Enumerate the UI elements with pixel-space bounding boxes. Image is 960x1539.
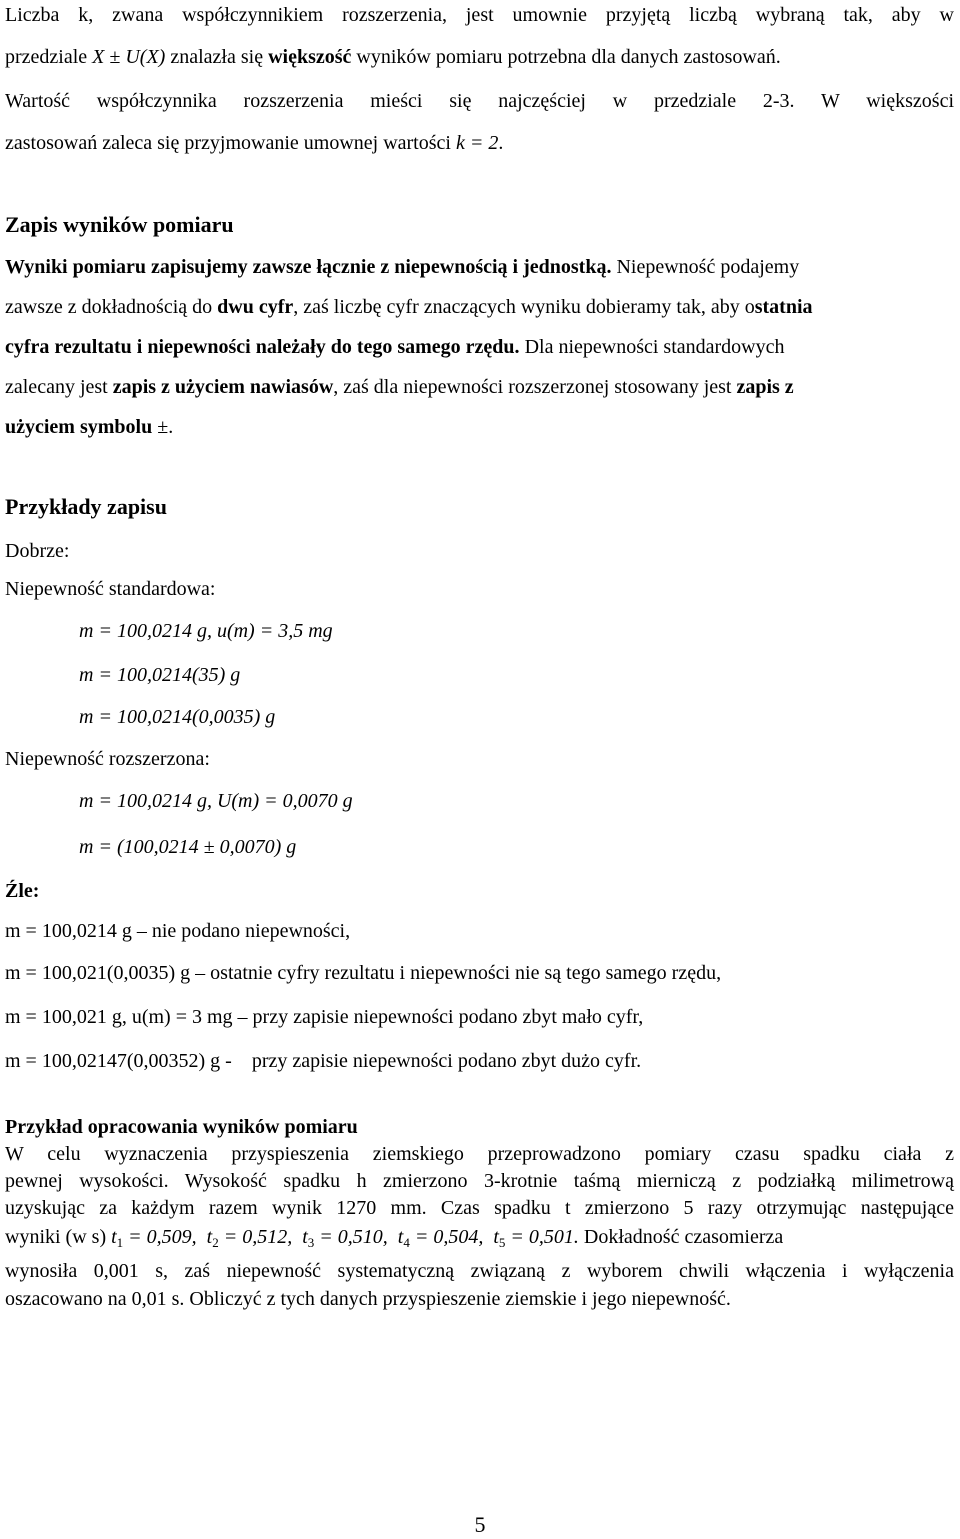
text-line: wynosiła 0,001 s, zaś niepewność systematyczną związaną z wyborem chwili włączenia i wyłączenia — [5, 1260, 954, 1282]
bold-text: użyciem symbolu — [5, 416, 153, 438]
text-line — [5, 334, 954, 360]
text-line: oszacowano na 0,01 s. Obliczyć z tych danych przyspieszenie ziemskie i jego niepewność. — [5, 1288, 731, 1310]
bold-text: Wyniki pomiaru zapisujemy zawsze łącznie z niepewnością i jednostką. — [5, 256, 612, 278]
bold-text: statnia — [754, 296, 813, 318]
text-line: pewnej wysokości. Wysokość spadku h zmierzono 3-krotnie taśmą mierniczą z podziałką milimetrową — [5, 1170, 954, 1192]
example-line: m = 100,0214 g, U(m) = 0,0070 g — [79, 790, 353, 812]
subheading-good: Dobrze: — [5, 540, 70, 562]
math-expression: k = 2 — [455, 132, 499, 154]
text-span: przy zapisie niepewności podano zbyt dużo cyfr. — [251, 1050, 642, 1072]
section-heading: Zapis wyników pomiaru — [5, 212, 234, 237]
time-measurement: $t_1 = 0,509$, — [111, 1226, 197, 1250]
text-line: Liczba k, zwana współczynnikiem rozszerzenia, jest umownie przyjętą liczbą wybraną tak, aby w — [5, 4, 954, 26]
text-span: m = 100,02147(0,00352) g - — [5, 1050, 232, 1072]
text-span: ±. — [152, 416, 174, 438]
bad-example-line: m = 100,021 g, u(m) = 3 mg – przy zapisie niepewności podano zbyt mało cyfr, — [5, 1006, 644, 1028]
text-span: Niepewność podajemy — [611, 256, 800, 278]
bad-example-line: m = 100,021(0,0035) g – ostatnie cyfry rezultatu i niepewności nie są tego samego rzędu, — [5, 962, 722, 984]
text-line: Wartość współczynnika rozszerzenia mieści się najczęściej w przedziale 2-3. W większości — [5, 90, 954, 112]
example-line: m = 100,0214(0,0035) g — [79, 706, 276, 728]
text-span: znalazła się — [165, 46, 269, 68]
text-span: zastosowań zaleca się przyjmowanie umownej wartości — [5, 132, 456, 154]
text-span: , zaś dla niepewności rozszerzonej stosowany jest — [333, 376, 737, 398]
text-span: przedziale — [5, 46, 93, 68]
example-line: m = (100,0214 ± 0,0070) g — [79, 836, 297, 858]
label-standard-uncertainty: Niepewność standardowa: — [5, 578, 216, 600]
time-measurement: $t_4 = 0,504$, — [397, 1226, 484, 1250]
text-line: uzyskując za każdym razem wynik 1270 mm. Czas spadku t zmierzono 5 razy otrzymując następujące — [5, 1197, 954, 1219]
math-expression: X ± U(X) — [92, 46, 166, 68]
text-span: wyniki (w s) — [5, 1226, 112, 1248]
page-number: 5 — [474, 1512, 486, 1537]
text-span: zawsze z dokładnością do — [5, 296, 218, 318]
text-span: Dokładność czasomierza — [578, 1226, 784, 1248]
text-span: zalecany jest — [5, 376, 113, 398]
text-line: W celu wyznaczenia przyspieszenia ziemskiego przeprowadzono pomiary czasu spadku ciała z — [5, 1143, 954, 1165]
example-line: m = 100,0214 g, u(m) = 3,5 mg — [79, 620, 333, 642]
bold-text: dwu cyfr — [217, 296, 294, 318]
bold-text: cyfra rezultatu i niepewności należały do tego samego rzędu. — [5, 336, 520, 358]
time-measurement: $t_2 = 0,512$, — [206, 1226, 293, 1250]
section-heading: Przykład opracowania wyników pomiaru — [5, 1116, 358, 1138]
label-expanded-uncertainty: Niepewność rozszerzona: — [5, 748, 210, 770]
text-line — [5, 44, 954, 70]
time-measurement: $t_3 = 0,510$, — [302, 1226, 388, 1250]
time-measurement: $t_5 = 0,501$. — [493, 1226, 579, 1250]
text-line — [5, 254, 954, 280]
section-heading: Przykłady zapisu — [5, 494, 167, 519]
text-line — [5, 414, 954, 440]
example-line: m = 100,0214(35) g — [79, 664, 241, 686]
text-line — [5, 1224, 954, 1256]
bold-text: zapis z użyciem nawiasów — [112, 376, 334, 398]
text-span: wyników pomiaru potrzebna dla danych zastosowań. — [351, 46, 781, 68]
text-span: Dla niepewności standardowych — [519, 336, 785, 358]
text-span: , zaś liczbę cyfr znaczących wyniku dobieramy tak, aby o — [293, 296, 755, 318]
text-line — [5, 294, 954, 320]
subheading-bad: Źle: — [5, 880, 40, 902]
text-span: . — [498, 132, 504, 154]
bold-text: zapis z — [736, 376, 794, 398]
text-line — [5, 130, 954, 156]
bad-example-line — [5, 1048, 954, 1074]
bold-text: większość — [268, 46, 352, 68]
bad-example-line: m = 100,0214 g – nie podano niepewności, — [5, 920, 351, 942]
text-line — [5, 374, 954, 400]
